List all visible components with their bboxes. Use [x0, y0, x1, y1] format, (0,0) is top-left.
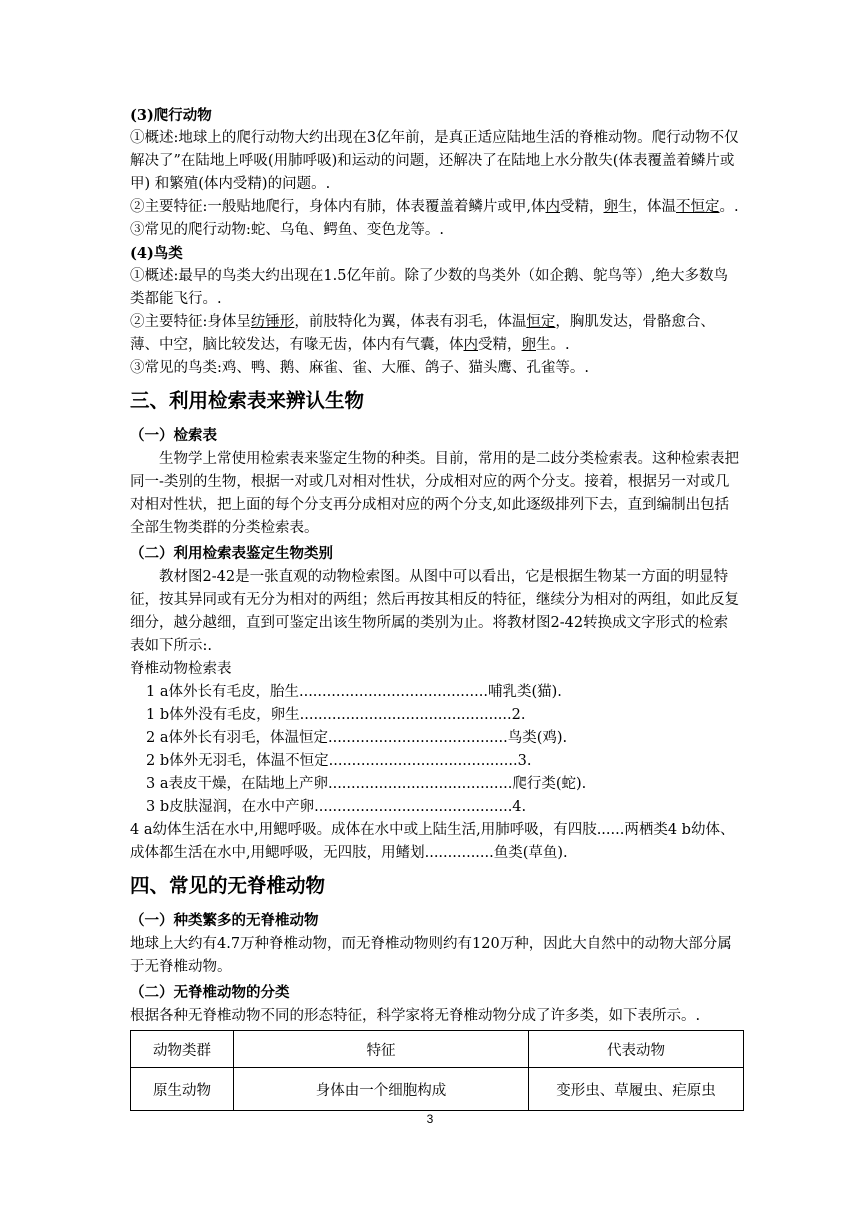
table-header-cell: 代表动物	[529, 1031, 744, 1068]
table-header-row	[131, 1031, 744, 1068]
table-header-cell: 动物类群	[131, 1031, 234, 1068]
key-line: 1 a体外长有毛皮，胎生.........................................哺乳类(猫).	[146, 684, 562, 700]
underlined-text: 卵	[603, 199, 618, 215]
text-run: 受精，	[478, 337, 522, 353]
section-4-sub1: （一）种类繁多的无脊椎动物	[130, 912, 319, 929]
section-3-para1: 生物学上常使用检索表来鉴定生物的种类。目前，常用的是二歧分类检索表。这种检索表把同一-类别的生物，根据一对或几对相对性状，分成相对应的两个分支。接着，根据另一对或几对相对性状，把上面的每个分支再分成相对应的两个分支,如此逐级排列下去，直到编制出包括全部生物类群的分类检索表。	[130, 451, 739, 536]
text-run: ②主要特征:一般贴地爬行，身体内有肺，体表覆盖着鳞片或甲,体	[130, 199, 546, 215]
reptile-examples: ③常见的爬行动物:蛇、乌龟、鳄鱼、变色龙等。.	[130, 222, 444, 238]
reptile-heading: (3)爬行动物	[130, 107, 212, 124]
section-3-title: 三、利用检索表来辨认生物	[130, 389, 365, 412]
reptile-features	[130, 196, 740, 219]
key-title: 脊椎动物检索表	[130, 661, 232, 677]
underlined-text: 内	[463, 337, 478, 353]
text-run: ②主要特征:身体呈	[130, 314, 251, 330]
text-run: 。.	[719, 199, 739, 215]
underlined-text: 不恒定	[676, 199, 720, 215]
underlined-text: 卵	[521, 337, 536, 353]
page-number: 3	[426, 1112, 434, 1126]
key-line: 2 b体外无羽毛，体温不恒定.........................................3.	[146, 753, 532, 769]
bird-overview: ①概述:最早的鸟类大约出现在1.5亿年前。除了少数的鸟类外（如企鹅、鸵鸟等）,绝大多数鸟类都能飞行。.	[130, 268, 729, 307]
bird-features	[130, 311, 740, 357]
bird-heading: (4)鸟类	[130, 245, 183, 262]
key-line: 2 a体外长有羽毛，体温恒定.......................................鸟类(鸡).	[146, 730, 568, 746]
text-run: ，胸肌发达，骨骼愈合、薄、中空，脑比较发达，有喙无齿，体内有气囊，体	[130, 314, 715, 353]
reptile-overview: ①概述:地球上的爬行动物大约出现在3亿年前，是真正适应陆地生活的脊椎动物。爬行动物不仅解决了”在陆地上呼吸(用肺呼吸)和运动的问题，还解决了在陆地上水分散失(体表覆盖着鳞片或甲) 和繁殖(体内受精)的问题。.	[130, 130, 739, 192]
underlined-text: 纺锤形	[250, 314, 295, 330]
section-4-para2: 根据各种无脊椎动物不同的形态特征，科学家将无脊椎动物分成了许多类，如下表所示。.	[130, 1008, 701, 1024]
text-run: ，前肢特化为翼，体表有羽毛，体温	[294, 314, 527, 330]
key-line-last: 4 a幼体生活在水中,用鳃呼吸。成体在水中或上陆生活,用肺呼吸，有四肢......两栖类4 b幼体、成体都生活在水中,用鳃呼吸，无四肢，用鳍划...............鱼类(草鱼).	[130, 822, 735, 861]
text-run: 生。.	[536, 337, 570, 353]
invertebrate-table	[130, 1030, 744, 1111]
section-4-sub2: （二）无脊椎动物的分类	[130, 984, 290, 1001]
section-3-sub1: （一）检索表	[130, 427, 217, 444]
section-4-para1: 地球上大约有4.7万种脊椎动物，而无脊椎动物则约有120万种，因此大自然中的动物大部分属于无脊椎动物。	[130, 936, 732, 975]
underlined-text: 内	[545, 199, 560, 215]
text-run: 受精，	[560, 199, 604, 215]
table-cell: 原生动物	[131, 1068, 234, 1111]
underlined-text: 恒定	[526, 314, 556, 330]
text-run: 生，体温	[618, 199, 676, 215]
key-line: 3 a表皮干燥，在陆地上产卵........................................爬行类(蛇).	[146, 776, 587, 792]
bird-examples: ③常见的鸟类:鸡、鸭、鹅、麻雀、雀、大雁、鸽子、猫头鹰、孔雀等。.	[130, 360, 589, 376]
table-cell: 身体由一个细胞构成	[234, 1068, 529, 1111]
table-row	[131, 1068, 744, 1111]
section-3-para2: 教材图2-42是一张直观的动物检索图。从图中可以看出，它是根据生物某一方面的明显特征，按其异同或有无分为相对的两组；然后再按其相反的特征，继续分为相对的两组，如此反复细分，越分越细，直到可鉴定出该生物所属的类别为止。将教材图2-42转换成文字形式的检索表如下所示:.	[130, 569, 739, 654]
key-line: 1 b体外没有毛皮，卵生..............................................2.	[146, 707, 526, 723]
table-cell: 变形虫、草履虫、疟原虫	[529, 1068, 744, 1111]
page-content	[130, 104, 740, 1111]
section-4-title: 四、常见的无脊椎动物	[130, 874, 326, 897]
table-header-cell: 特征	[234, 1031, 529, 1068]
key-line: 3 b皮肤湿润，在水中产卵...........................................4.	[146, 799, 527, 815]
section-3-sub2: （二）利用检索表鉴定生物类别	[130, 545, 333, 562]
